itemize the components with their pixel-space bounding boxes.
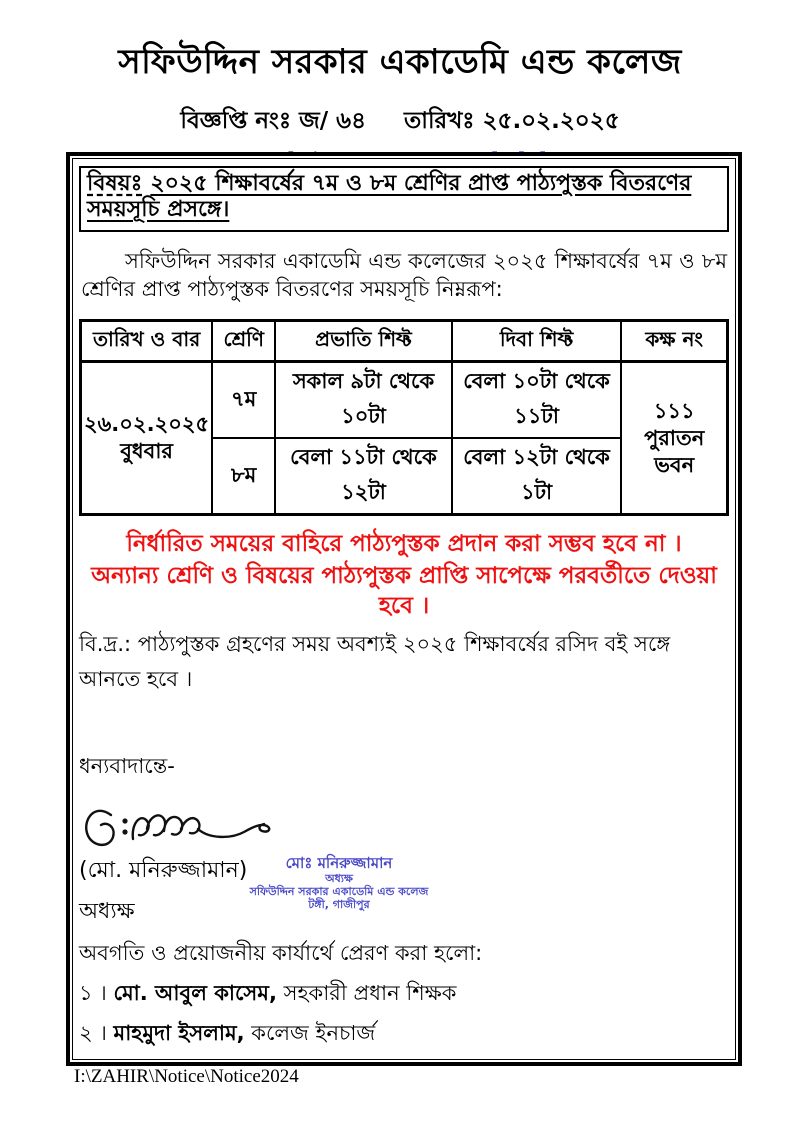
header-room-no: কক্ষ নং bbox=[621, 321, 727, 362]
header-class: শ্রেণি bbox=[212, 321, 275, 362]
table-row bbox=[81, 362, 728, 439]
footer-file-path: I:\ZAHIR\Notice\Notice2024 bbox=[74, 1066, 299, 1087]
cell-room bbox=[621, 362, 727, 515]
cell-room-number: ১১১ bbox=[653, 398, 695, 423]
cell-day-7: বেলা ১০টা থেকে ১১টা bbox=[452, 362, 622, 439]
notice-border-box bbox=[66, 152, 742, 1066]
subject-label: বিষয়ঃ bbox=[87, 171, 143, 196]
distribution-schedule-table bbox=[79, 319, 729, 516]
notice-date: তারিখঃ ২৫.০২.২০২৫ bbox=[404, 108, 620, 134]
cell-class-7: ৭ম bbox=[212, 362, 275, 439]
item-number: ১ । bbox=[79, 981, 107, 1006]
cell-date: ২৬.০২.২০২৫ bbox=[84, 412, 210, 437]
list-item bbox=[79, 1017, 729, 1052]
principal-stamp bbox=[219, 855, 459, 912]
item-name: মো. আবুল কাসেম, bbox=[113, 981, 277, 1006]
stamp-institution: সফিউদ্দিন সরকার একাডেমি এন্ড কলেজ bbox=[249, 884, 429, 898]
closing-block bbox=[79, 750, 729, 931]
item-role: কলেজ ইনচার্জ bbox=[251, 1021, 376, 1046]
notice-meta-line bbox=[0, 102, 800, 141]
handwritten-signature bbox=[81, 799, 281, 857]
cell-day: বুধবার bbox=[120, 439, 173, 464]
cell-class-8: ৮ম bbox=[212, 438, 275, 515]
stamp-name: মোঃ মনিরুজ্জামান bbox=[285, 854, 393, 873]
subject-text: ২০২৫ শিক্ষাবর্ষের ৭ম ও ৮ম শ্রেণির প্রাপ্ত পাঠ্যপুস্তক বিতরণের সময়সূচি প্রসঙ্গে। bbox=[87, 171, 692, 223]
thanks-line: ধন্যবাদান্তে- bbox=[79, 754, 175, 779]
header-morning-shift: প্রভাতি শিফ্ট bbox=[275, 321, 452, 362]
header-date-day: তারিখ ও বার bbox=[81, 321, 213, 362]
cell-day-8: বেলা ১২টা থেকে ১টা bbox=[452, 438, 622, 515]
institution-title: সফিউদ্দিন সরকার একাডেমি এন্ড কলেজ bbox=[118, 42, 682, 82]
notice-inner-box bbox=[72, 158, 736, 1060]
cell-room-building: পুরাতন ভবন bbox=[644, 425, 705, 478]
distribution-heading: অবগতি ও প্রয়োজনীয় কার্যার্থে প্রেরণ করা হলো: bbox=[79, 941, 483, 966]
stamp-location: টঙ্গী, গাজীপুর bbox=[308, 897, 370, 911]
item-number: ২ । bbox=[79, 1021, 107, 1046]
distribution-block bbox=[79, 937, 729, 1052]
signatory-title: অধ্যক্ষ bbox=[79, 899, 135, 925]
subject-box bbox=[79, 166, 729, 232]
note-line: বি.দ্র.: পাঠ্যপুস্তক গ্রহণের সময় অবশ্যই ২০২৫ শিক্ষাবর্ষের রসিদ বই সঙ্গে আনতে হবে । bbox=[79, 632, 671, 692]
body-paragraph: সফিউদ্দিন সরকার একাডেমি এন্ড কলেজের ২০২৫ শিক্ষাবর্ষের ৭ম ও ৮ম শ্রেণির প্রাপ্ত পাঠ্যপুস্তক বিতরণের সময়সূচি নিম্নরূপ: bbox=[81, 248, 727, 302]
cell-morning-7: সকাল ৯টা থেকে ১০টা bbox=[275, 362, 452, 439]
table-header-row bbox=[81, 321, 728, 362]
header-day-shift: দিবা শিফ্ট bbox=[452, 321, 622, 362]
warning-line-1: নির্ধারিত সময়ের বাহিরে পাঠ্যপুস্তক প্রদান করা সম্ভব হবে না । bbox=[126, 531, 682, 558]
notice-number: বিজ্ঞপ্তি নংঃ জ/ ৬৪ bbox=[180, 108, 367, 134]
item-name: মাহমুদা ইসলাম, bbox=[113, 1021, 245, 1046]
warning-line-2: অন্যান্য শ্রেণি ও বিষয়ের পাঠ্যপুস্তক প্রাপ্তি সাপেক্ষে পরবর্তীতে দেওয়া হবে । bbox=[91, 563, 717, 620]
item-role: সহকারী প্রধান শিক্ষক bbox=[283, 981, 457, 1006]
list-item bbox=[79, 977, 729, 1012]
stamp-title: অধ্যক্ষ bbox=[325, 871, 353, 885]
signatory-name: (মো. মনিরুজ্জামান) bbox=[79, 858, 248, 884]
cell-morning-8: বেলা ১১টা থেকে ১২টা bbox=[275, 438, 452, 515]
cell-date-day bbox=[81, 362, 213, 515]
signatory-row bbox=[79, 853, 729, 931]
